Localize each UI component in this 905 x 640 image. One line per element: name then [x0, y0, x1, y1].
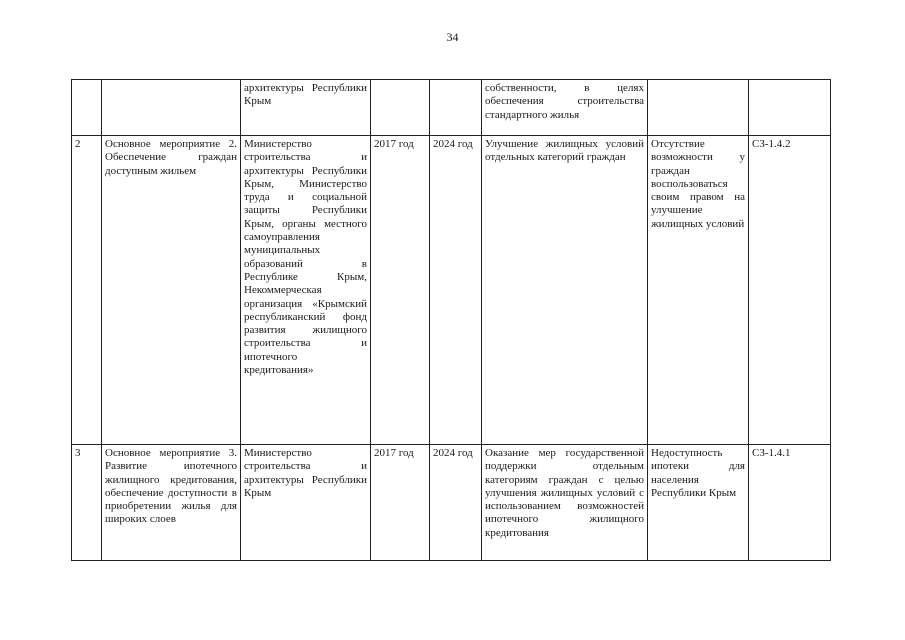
expected-result-cell: Улучшение жилищных условий отдельных категорий граждан: [482, 136, 648, 445]
executor-cell: архитектуры Республики Крым: [241, 80, 371, 136]
indicator-link-cell: СЗ-1.4.1: [749, 445, 831, 561]
start-year-cell: [371, 80, 430, 136]
executor-cell: Министерство строительства и архитектуры Республики Крым: [241, 445, 371, 561]
table-row: [72, 445, 831, 561]
consequence-cell: Отсутствие возможности у граждан воспользоваться своим правом на улучшение жилищных условий: [648, 136, 749, 445]
executor-cell: Министерство строительства и архитектуры Республики Крым, Министерство труда и социальной защиты Республики Крым, органы местного самоуправления муниципальных образований в Республике Крым, Некоммерческая организация «Крымский республиканский фонд развития жилищного строительства и ипотечного кредитования»: [241, 136, 371, 445]
expected-result-cell: собственности, в целях обеспечения строительства стандартного жилья: [482, 80, 648, 136]
row-number-cell: [72, 80, 102, 136]
start-year-cell: 2017 год: [371, 136, 430, 445]
measure-cell: Основное мероприятие 2. Обеспечение граждан доступным жильем: [102, 136, 241, 445]
table-row: [72, 80, 831, 136]
table-row: [72, 136, 831, 445]
start-year-cell: 2017 год: [371, 445, 430, 561]
end-year-cell: 2024 год: [430, 445, 482, 561]
row-number-cell: 2: [72, 136, 102, 445]
row-number-cell: 3: [72, 445, 102, 561]
end-year-cell: 2024 год: [430, 136, 482, 445]
measure-cell: Основное мероприятие 3. Развитие ипотечного жилищного кредитования, обеспечение доступности в приобретении жилья для широких слоев: [102, 445, 241, 561]
indicator-link-cell: СЗ-1.4.2: [749, 136, 831, 445]
page-number: 34: [446, 30, 459, 44]
consequence-cell: [648, 80, 749, 136]
consequence-cell: Недоступность ипотеки для населения Республики Крым: [648, 445, 749, 561]
end-year-cell: [430, 80, 482, 136]
program-measures-table: [71, 79, 831, 561]
measure-cell: [102, 80, 241, 136]
indicator-link-cell: [749, 80, 831, 136]
expected-result-cell: Оказание мер государственной поддержки отдельным категориям граждан с целью улучшения жилищных условий с использованием возможностей ипотечного жилищного кредитования: [482, 445, 648, 561]
